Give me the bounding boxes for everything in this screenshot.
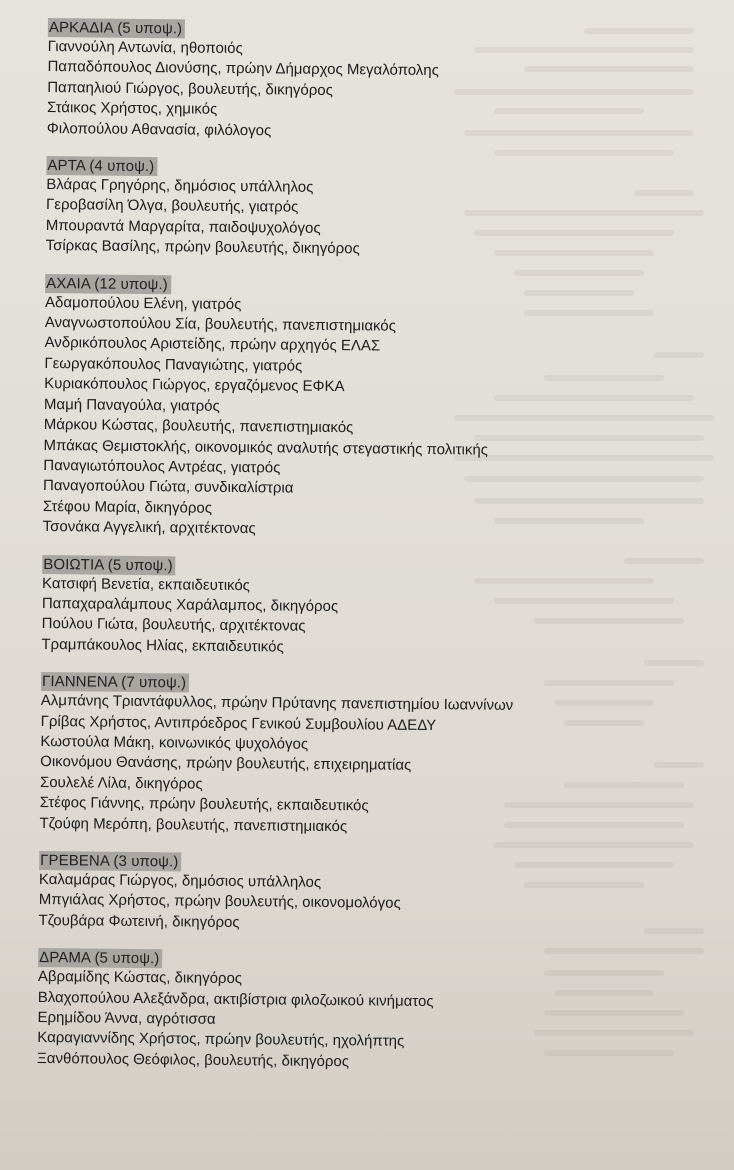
candidate-entry: Οικονόμου Θανάσης, πρώην βουλευτής, επιχειρηματίας xyxy=(40,753,412,775)
candidate-entry: Παναγοπούλου Γιώτα, συνδικαλίστρια xyxy=(43,477,294,497)
candidate-entry: Καλαμάρας Γιώργος, δημόσιος υπάλληλος xyxy=(38,870,322,891)
candidate-entry: Τζουβάρα Φωτεινή, δικηγόρος xyxy=(38,911,240,931)
candidate-entry: Γεροβασίλη Όλγα, βουλευτής, γιατρός xyxy=(45,196,299,217)
candidate-entry: Στάικος Χρήστος, χημικός xyxy=(46,99,218,118)
candidate-entry: Στέφος Γιάννης, πρώην βουλευτής, εκπαιδευτικός xyxy=(39,794,369,815)
candidate-entry: Βλαχοπούλου Αλεξάνδρα, ακτιβίστρια φιλοζωικού κινήματος xyxy=(37,988,434,1010)
section-achaia xyxy=(43,274,696,545)
candidate-entry: Κατσιφή Βενετία, εκπαιδευτικός xyxy=(41,574,251,594)
section-heading: ΓΡΕΒΕΝΑ (3 υποψ.) xyxy=(39,851,181,871)
section-grevena xyxy=(38,851,689,938)
candidate-entry: Κυριακόπουλος Γιώργος, εργαζόμενος ΕΦΚΑ xyxy=(44,375,345,396)
candidate-entry: Αβραμίδης Κώστας, δικηγόρος xyxy=(37,968,243,988)
candidate-entry: Παπαηλιού Γιώργος, βουλευτής, δικηγόρος xyxy=(47,78,334,99)
section-heading: ΒΟΙΩΤΙΑ (5 υποψ.) xyxy=(42,555,176,575)
candidate-entry: Μπάκας Θεμιστοκλής, οικονομικός αναλυτής στεγαστικής πολιτικής xyxy=(43,436,489,459)
section-voiotia xyxy=(41,555,692,662)
candidate-entry: Φιλοπούλου Αθανασία, φιλόλογος xyxy=(46,119,272,139)
candidate-entry: Γιαννούλη Αντωνία, ηθοποιός xyxy=(47,37,243,58)
candidate-entry: Μάρκου Κώστας, βουλευτής, πανεπιστημιακός xyxy=(43,416,354,437)
section-heading: ΑΡΚΑΔΙΑ (5 υποψ.) xyxy=(48,18,185,38)
candidate-entry: Ξανθόπουλος Θεόφιλος, βουλευτής, δικηγόρος xyxy=(37,1049,350,1071)
candidate-entry: Ερημίδου Άννα, αγρότισσα xyxy=(37,1008,216,1028)
candidate-entry: Στέφου Μαρία, δικηγόρος xyxy=(42,497,213,517)
section-heading: ΓΙΑΝΝΕΝΑ (7 υποψ.) xyxy=(41,672,189,693)
section-drama xyxy=(37,948,688,1076)
candidate-entry: Μαμή Παναγούλα, γιατρός xyxy=(43,395,220,415)
candidate-entry: Τσονάκα Αγγελική, αρχιτέκτονας xyxy=(42,518,256,538)
candidate-entry: Κωστούλα Μάκη, κοινωνικός ψυχολόγος xyxy=(40,732,309,753)
candidate-entry: Τζούφη Μερόπη, βουλευτής, πανεπιστημιακός xyxy=(39,814,348,835)
section-arkadia xyxy=(47,18,698,146)
candidate-entry: Ανδρικόπουλος Αριστείδης, πρώην αρχηγός ΕΛΑΣ xyxy=(44,334,381,355)
section-giannena xyxy=(39,672,691,841)
candidate-entry: Μπουραντά Μαργαρίτα, παιδοψυχολόγος xyxy=(45,216,321,237)
candidate-entry: Γεωργακόπουλος Παναγιώτης, γιατρός xyxy=(44,354,303,375)
candidate-entry: Τραμπάκουλος Ηλίας, εκπαιδευτικός xyxy=(41,635,284,656)
section-heading: ΑΧΑΙΑ (12 υποψ.) xyxy=(45,274,171,294)
section-heading: ΔΡΑΜΑ (5 υποψ.) xyxy=(38,948,163,968)
candidate-entry: Τσίρκας Βασίλης, πρώην βουλευτής, δικηγόρος xyxy=(45,237,360,258)
candidate-entry: Παπαχαραλάμπους Χαράλαμπος, δικηγόρος xyxy=(41,594,339,616)
candidate-entry: Πούλου Γιώτα, βουλευτής, αρχιτέκτονας xyxy=(41,615,306,636)
candidate-entry: Βλάρας Γρηγόρης, δημόσιος υπάλληλος xyxy=(46,176,314,196)
candidate-entry: Αναγνωστοπούλου Σία, βουλευτής, πανεπιστημιακός xyxy=(44,314,397,335)
candidate-entry: Μπγιάλας Χρήστος, πρώην βουλευτής, οικονομολόγος xyxy=(38,891,401,913)
candidate-entry: Παναγιωτόπουλος Αντρέας, γιατρός xyxy=(43,456,281,477)
section-heading: ΑΡΤΑ (4 υποψ.) xyxy=(46,156,157,176)
candidate-entry: Γρίβας Χρήστος, Αντιπρόεδρος Γενικού Συμβουλίου ΑΔΕΔΥ xyxy=(40,712,437,734)
section-arta xyxy=(46,156,697,263)
candidate-entry: Αλμπάνης Τριαντάφυλλος, πρώην Πρύτανης πανεπιστημίου Ιωαννίνων xyxy=(40,692,514,715)
candidate-entry: Σουλελέ Λίλα, δικηγόρος xyxy=(39,773,203,793)
candidate-entry: Παπαδόπουλος Διονύσης, πρώην Δήμαρχος Μεγαλόπολης xyxy=(47,58,439,80)
candidate-entry: Αδαμοπούλου Ελένη, γιατρός xyxy=(44,293,242,313)
candidate-list-document xyxy=(37,18,698,1093)
candidate-entry: Καραγιαννίδης Χρήστος, πρώην βουλευτής, ηχολήπτης xyxy=(37,1029,405,1051)
